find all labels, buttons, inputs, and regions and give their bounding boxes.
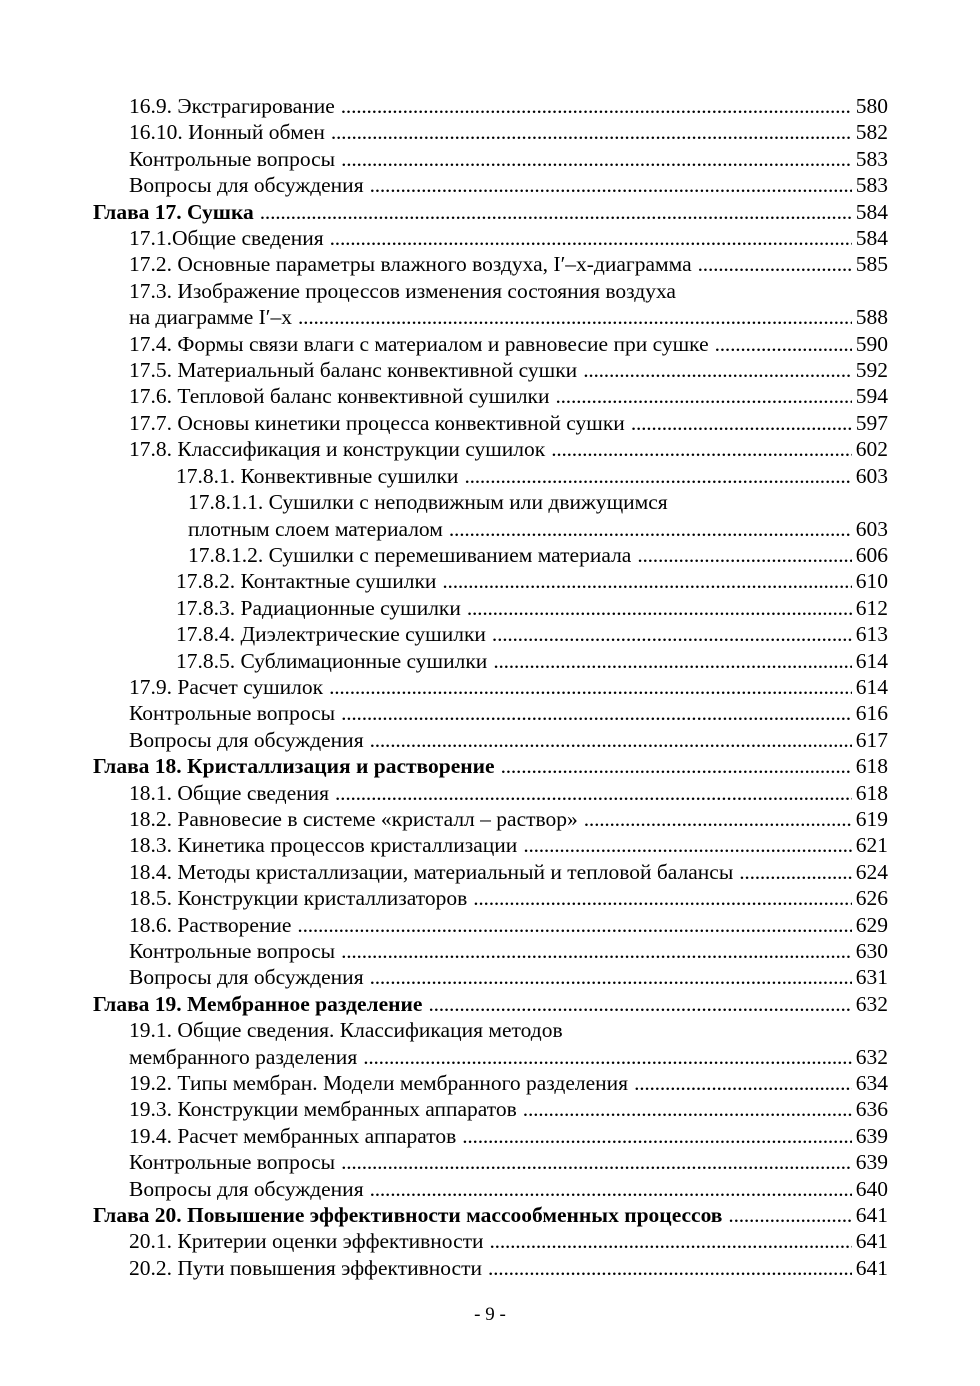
- toc-chapter-entry: [93, 753, 888, 779]
- toc-entry: [93, 595, 888, 621]
- toc-page-number: 629: [855, 912, 888, 937]
- toc-page-number: 639: [855, 1123, 888, 1148]
- toc-entry-title: 17.8. Классификация и конструкции сушилок: [129, 437, 546, 462]
- toc-page-number: 602: [855, 437, 888, 462]
- toc-page-number: 582: [855, 120, 888, 145]
- dot-leader: [341, 146, 852, 172]
- toc-page-number: 583: [855, 173, 888, 198]
- toc-page-number: 584: [855, 226, 888, 251]
- toc-entry-title: 17.8.1. Конвективные сушилки: [176, 463, 459, 488]
- dot-leader: [739, 859, 851, 885]
- toc-page-number: 634: [855, 1071, 888, 1096]
- toc-entry-title: 17.9. Расчет сушилок: [129, 674, 324, 699]
- dot-leader: [363, 1044, 852, 1070]
- toc-entry: [93, 436, 888, 462]
- toc-entry: [93, 93, 888, 119]
- dot-leader: [449, 516, 852, 542]
- toc-entry-title-continued: плотным слоем материалом: [188, 516, 443, 541]
- toc-entry: [93, 542, 888, 568]
- dot-leader: [335, 780, 852, 806]
- dot-leader: [551, 436, 852, 462]
- toc-page-number: 641: [855, 1203, 888, 1228]
- dot-leader: [631, 410, 852, 436]
- toc-entry: [93, 938, 888, 964]
- toc-page-number: 631: [855, 965, 888, 990]
- toc-page-number: 621: [855, 833, 888, 858]
- dot-leader: [297, 912, 851, 938]
- toc-page-number: 618: [855, 780, 888, 805]
- toc-entry-title: Контрольные вопросы: [129, 939, 336, 963]
- toc-entry-title: 17.8.5. Сублимационные сушилки: [176, 648, 488, 673]
- toc-entry-title: 17.1.Общие сведения: [129, 226, 324, 251]
- toc-entry-title: 19.3. Конструкции мембранных аппаратов: [129, 1097, 517, 1122]
- toc-entry: [93, 146, 888, 172]
- dot-leader: [715, 331, 852, 357]
- toc-entry-title: 17.6. Тепловой баланс конвективной сушилки: [129, 384, 550, 409]
- toc-entry-title: Глава 20. Повышение эффективности массообменных процессов: [93, 1203, 723, 1228]
- toc-entry: [93, 331, 888, 357]
- dot-leader: [260, 199, 852, 225]
- toc-page-number: 639: [855, 1150, 888, 1175]
- toc-entry-title: 16.9. Экстрагирование: [129, 94, 335, 118]
- toc-page-number: 603: [855, 516, 888, 541]
- toc-entry-title: Вопросы для обсуждения: [129, 1176, 364, 1201]
- toc-entry-title: 17.8.4. Диэлектрические сушилки: [176, 622, 486, 647]
- dot-leader: [370, 172, 852, 198]
- toc-entry-title: 17.3. Изображение процессов изменения состояния воздуха: [129, 278, 676, 303]
- toc-entry-title: 20.2. Пути повышения эффективности: [129, 1255, 482, 1280]
- toc-entry: [93, 1070, 888, 1096]
- toc-entry: [93, 964, 888, 990]
- toc-page-number: 610: [855, 569, 888, 594]
- dot-leader: [464, 463, 851, 489]
- toc-entry: [93, 304, 888, 330]
- toc-entry-title: 19.2. Типы мембран. Модели мембранного разделения: [129, 1071, 629, 1096]
- dot-leader: [462, 1123, 852, 1149]
- toc-entry-title: 18.1. Общие сведения: [129, 780, 330, 805]
- toc-entry-title: 17.4. Формы связи влаги с материалом и равновесие при сушке: [129, 331, 709, 356]
- toc-page-number: 626: [855, 886, 888, 911]
- toc-entry-title: 17.7. Основы кинетики процесса конвективной сушки: [129, 410, 625, 435]
- toc-page-number: 606: [855, 542, 888, 567]
- toc-entry-title: Контрольные вопросы: [129, 146, 336, 171]
- toc-entry: [93, 1228, 888, 1254]
- dot-leader: [370, 964, 852, 990]
- toc-entry: [93, 463, 888, 489]
- toc-page-number: 618: [855, 754, 888, 779]
- dot-leader: [370, 727, 852, 753]
- toc-entry: [93, 727, 888, 753]
- toc-entry: [93, 859, 888, 885]
- dot-leader: [473, 885, 852, 911]
- dot-leader: [634, 1070, 852, 1096]
- toc-entry-title: 18.6. Растворение: [129, 912, 292, 937]
- toc-page-number: 588: [855, 305, 888, 330]
- toc-entry-title: 18.2. Равновесие в системе «кристалл – раствор»: [129, 806, 578, 831]
- dot-leader: [583, 357, 852, 383]
- dot-leader: [341, 1149, 852, 1175]
- toc-page-number: 632: [855, 1044, 888, 1069]
- toc-page-number: 594: [855, 384, 888, 409]
- toc-page-number: 632: [855, 991, 888, 1016]
- toc-chapter-entry: [93, 991, 888, 1017]
- toc-entry: [93, 1123, 888, 1149]
- toc-page-number: 580: [855, 94, 888, 118]
- toc-entry: [93, 1149, 888, 1175]
- toc-entry-title: 17.2. Основные параметры влажного воздуха, I′–x-диаграмма: [129, 252, 692, 277]
- toc-entry-title: Контрольные вопросы: [129, 701, 336, 726]
- toc-page-number: 597: [855, 410, 888, 435]
- toc-entry: [93, 568, 888, 594]
- dot-leader: [698, 251, 852, 277]
- toc-entry: [93, 1176, 888, 1202]
- toc-entry-title: 16.10. Ионный обмен: [129, 120, 325, 145]
- toc-page-number: 585: [855, 252, 888, 277]
- toc-entry: [93, 172, 888, 198]
- toc-entry-title: 20.1. Критерии оценки эффективности: [129, 1229, 484, 1254]
- toc-entry-title: 17.8.1.2. Сушилки с перемешиванием материала: [188, 542, 632, 567]
- toc-entry: [93, 700, 888, 726]
- dot-leader: [523, 1096, 852, 1122]
- toc-page-number: 612: [855, 595, 888, 620]
- toc-entry-title: Контрольные вопросы: [129, 1150, 336, 1175]
- dot-leader: [467, 595, 852, 621]
- toc-page-number: 584: [855, 199, 888, 224]
- dot-leader: [501, 753, 852, 779]
- dot-leader: [329, 674, 852, 700]
- toc-entry-title: Глава 18. Кристаллизация и растворение: [93, 754, 495, 779]
- toc-entry: [93, 516, 888, 542]
- toc-entry-title-continued: на диаграмме I′–x: [129, 305, 293, 330]
- toc-entry-title: 19.4. Расчет мембранных аппаратов: [129, 1123, 457, 1148]
- toc-entry: [93, 780, 888, 806]
- toc-entry-title: 19.1. Общие сведения. Классификация методов: [129, 1018, 563, 1043]
- toc-entry-title: 17.8.1.1. Сушилки с неподвижным или движущимся: [188, 490, 668, 515]
- toc-page-number: 613: [855, 622, 888, 647]
- dot-leader: [341, 938, 852, 964]
- dot-leader: [728, 1202, 851, 1228]
- toc-page-number: 641: [855, 1255, 888, 1280]
- dot-leader: [556, 383, 852, 409]
- toc-entry-title: Вопросы для обсуждения: [129, 965, 364, 990]
- dot-leader: [488, 1255, 852, 1281]
- dot-leader: [330, 225, 852, 251]
- dot-leader: [492, 621, 852, 647]
- toc-page-number: 619: [855, 806, 888, 831]
- toc-page-number: 603: [855, 463, 888, 488]
- toc-page-number: 616: [855, 701, 888, 726]
- toc-entry: [93, 885, 888, 911]
- dot-leader: [584, 806, 852, 832]
- toc-entry-title: 18.3. Кинетика процессов кристаллизации: [129, 833, 518, 858]
- toc-entry: [93, 225, 888, 251]
- dot-leader: [341, 93, 852, 119]
- toc-entry-title: Глава 17. Сушка: [93, 199, 254, 224]
- toc-page-number: 636: [855, 1097, 888, 1122]
- toc-page-number: 641: [855, 1229, 888, 1254]
- toc-entry-title: 17.8.3. Радиационные сушилки: [176, 595, 461, 620]
- toc-entry: [93, 674, 888, 700]
- toc-page-number: 590: [855, 331, 888, 356]
- dot-leader: [523, 832, 851, 858]
- toc-entry-title: Вопросы для обсуждения: [129, 727, 364, 752]
- toc-entry: [93, 1255, 888, 1281]
- toc-entry: [93, 410, 888, 436]
- dot-leader: [493, 648, 851, 674]
- toc-entry: [93, 383, 888, 409]
- toc-entry: [93, 1044, 888, 1070]
- toc-entry: [93, 119, 888, 145]
- toc-page-number: 614: [855, 674, 888, 699]
- toc-entry: [93, 648, 888, 674]
- toc-entry-title: 18.4. Методы кристаллизации, материальный и тепловой балансы: [129, 859, 734, 884]
- toc-chapter-entry: [93, 1202, 888, 1228]
- toc-entry: [93, 357, 888, 383]
- toc-entry: [93, 251, 888, 277]
- toc-entry: [93, 832, 888, 858]
- toc-entry-title-continued: мембранного разделения: [129, 1044, 358, 1069]
- dot-leader: [490, 1228, 852, 1254]
- dot-leader: [298, 304, 852, 330]
- toc-entry: [93, 1096, 888, 1122]
- dot-leader: [442, 568, 851, 594]
- toc-entry: [93, 912, 888, 938]
- dot-leader: [637, 542, 851, 568]
- toc-entry-title: 18.5. Конструкции кристаллизаторов: [129, 886, 468, 911]
- page-number: - 9 -: [474, 1304, 506, 1325]
- toc-entry-title: Вопросы для обсуждения: [129, 173, 364, 198]
- toc-entry-title: Глава 19. Мембранное разделение: [93, 991, 423, 1016]
- dot-leader: [341, 700, 852, 726]
- toc-page-number: 630: [855, 939, 888, 963]
- dot-leader: [370, 1176, 852, 1202]
- toc-page-number: 624: [855, 859, 888, 884]
- toc-chapter-entry: [93, 199, 888, 225]
- toc-entry: [93, 806, 888, 832]
- toc-entry-title: 17.8.2. Контактные сушилки: [176, 569, 437, 594]
- table-of-contents: [93, 93, 888, 1281]
- toc-page-number: 617: [855, 727, 888, 752]
- toc-page-number: 614: [855, 648, 888, 673]
- toc-page-number: 592: [855, 358, 888, 383]
- toc-page-number: 640: [855, 1176, 888, 1201]
- dot-leader: [428, 991, 851, 1017]
- toc-page-number: 583: [855, 146, 888, 171]
- toc-entry-title: 17.5. Материальный баланс конвективной сушки: [129, 358, 578, 383]
- toc-entry: [93, 621, 888, 647]
- dot-leader: [331, 119, 852, 145]
